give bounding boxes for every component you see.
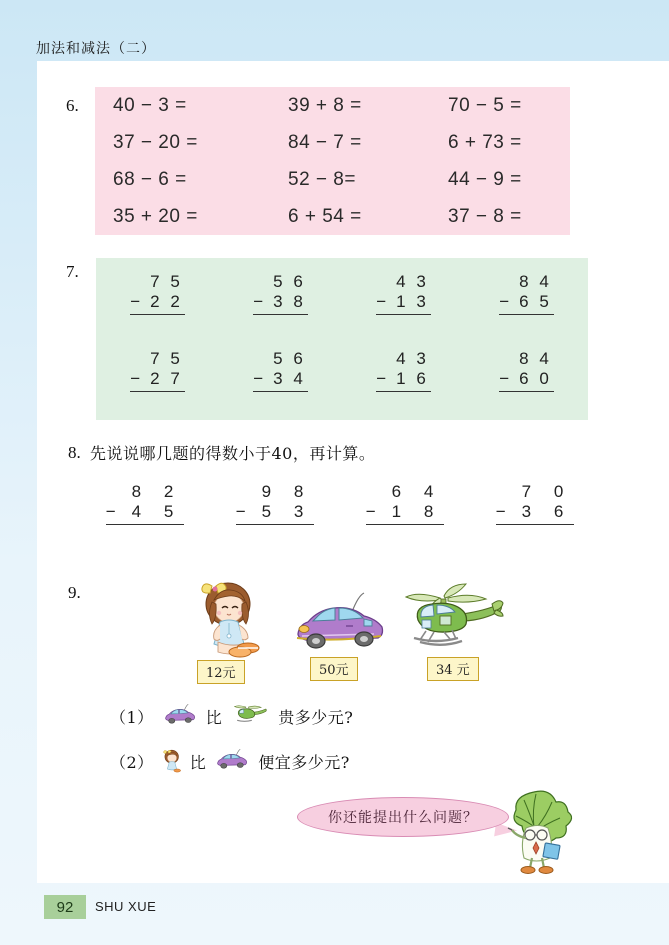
minuend: 7 5 xyxy=(150,272,183,291)
exercise-6-problem: 39 + 8 = xyxy=(288,94,362,116)
minus-operator: − xyxy=(130,369,144,388)
minus-operator: − xyxy=(495,502,515,521)
subtrahend-line xyxy=(366,502,445,525)
exercise-6-problem: 35 + 20 = xyxy=(113,205,198,227)
vertical-calculation xyxy=(236,482,315,525)
exercise-6-problem: 44 − 9 = xyxy=(448,168,522,190)
subtrahend: 3 8 xyxy=(273,292,306,311)
vertical-calculation xyxy=(130,272,185,315)
minus-operator: − xyxy=(253,292,267,311)
vertical-calculation xyxy=(130,349,185,392)
subtrahend: 6 5 xyxy=(519,292,552,311)
minuend: 7 0 xyxy=(521,482,573,501)
exercise-6-problem: 6 + 54 = xyxy=(288,205,362,227)
vertical-calculation xyxy=(366,482,445,525)
question-2-text: 便宜多少元? xyxy=(258,752,350,772)
minus-operator: − xyxy=(105,502,125,521)
minuend: 8 4 xyxy=(519,349,552,368)
minuend: 8 2 xyxy=(131,482,183,501)
exercise-7-slot xyxy=(342,349,465,392)
subtrahend: 1 6 xyxy=(396,369,429,388)
footer-label: SHU XUE xyxy=(95,899,157,914)
exercise-7-slot xyxy=(96,349,219,392)
subtrahend-line xyxy=(376,369,431,392)
exercise-6-problem: 84 − 7 = xyxy=(288,131,362,153)
exercise-6-problem: 37 − 20 = xyxy=(113,131,198,153)
question-1-label: （1） xyxy=(110,707,154,727)
subtrahend: 5 3 xyxy=(261,502,313,521)
minus-operator: − xyxy=(235,502,255,521)
exercise-8-number: 8. xyxy=(68,443,81,462)
speech-bubble xyxy=(297,797,509,837)
subtrahend: 2 2 xyxy=(150,292,183,311)
minuend: 6 4 xyxy=(391,482,443,501)
exercise-8-problems xyxy=(80,482,600,532)
price-tag-car: 50元 xyxy=(310,657,358,681)
exercise-9-question-1 xyxy=(110,703,353,729)
exercise-8-row xyxy=(80,482,600,525)
exercise-9-number: 9. xyxy=(68,583,81,602)
subtrahend: 1 8 xyxy=(391,502,443,521)
subtrahend: 3 4 xyxy=(273,369,306,388)
minus-operator: − xyxy=(253,369,267,388)
price-tag-doll: 12元 xyxy=(197,660,245,684)
page-number-badge: 92 xyxy=(44,895,86,919)
minuend: 5 6 xyxy=(273,272,306,291)
exercise-6-number: 6. xyxy=(66,96,79,115)
minus-operator: − xyxy=(499,292,513,311)
toy-car-illustration xyxy=(290,592,390,662)
vertical-calculation xyxy=(499,349,554,392)
minuend: 4 3 xyxy=(396,349,429,368)
cabbage-character-icon xyxy=(500,788,572,880)
exercise-6-problem: 52 − 8= xyxy=(288,168,356,190)
subtrahend-line xyxy=(499,292,554,315)
subtrahend-line xyxy=(236,502,315,525)
question-2-label: （2） xyxy=(110,752,154,772)
subtrahend-line xyxy=(130,369,185,392)
exercise-7-slot xyxy=(96,272,219,315)
subtrahend-line xyxy=(376,292,431,315)
question-2-comparator: 比 xyxy=(189,752,207,772)
exercise-7-slot xyxy=(342,272,465,315)
minuend: 5 6 xyxy=(273,349,306,368)
subtrahend-line xyxy=(253,369,308,392)
exercise-8-slot xyxy=(340,482,470,525)
car-icon xyxy=(290,592,390,662)
subtrahend: 2 7 xyxy=(150,369,183,388)
toy-doll-illustration xyxy=(190,578,268,658)
price-tag-helicopter: 34 元 xyxy=(427,657,479,681)
subtrahend-line xyxy=(496,502,575,525)
minuend: 8 4 xyxy=(519,272,552,291)
vertical-calculation xyxy=(496,482,575,525)
exercise-6-grid xyxy=(95,87,570,235)
subtrahend: 3 6 xyxy=(521,502,573,521)
subtrahend-line xyxy=(130,292,185,315)
minuend: 4 3 xyxy=(396,272,429,291)
exercise-9-question-2 xyxy=(110,748,350,774)
vertical-calculation xyxy=(253,349,308,392)
exercise-7-slot xyxy=(465,272,588,315)
exercise-8-instruction: 先说说哪几题的得数小于40，再计算。 xyxy=(90,444,376,463)
exercise-6-problem: 37 − 8 = xyxy=(448,205,522,227)
vertical-calculation xyxy=(376,272,431,315)
subtrahend: 4 5 xyxy=(131,502,183,521)
car-icon-inline-q1 xyxy=(160,704,200,728)
cabbage-mascot-illustration xyxy=(500,788,572,880)
exercise-6-problem: 70 − 5 = xyxy=(448,94,522,116)
subtrahend-line xyxy=(499,369,554,392)
exercise-6-problem: 6 + 73 = xyxy=(448,131,522,153)
minus-operator: − xyxy=(130,292,144,311)
exercise-7-row-2 xyxy=(96,349,588,392)
subtrahend: 1 3 xyxy=(396,292,429,311)
helicopter-icon-inline-q1 xyxy=(228,703,272,729)
vertical-calculation xyxy=(499,272,554,315)
minus-operator: − xyxy=(365,502,385,521)
doll-icon xyxy=(190,578,268,658)
minus-operator: − xyxy=(376,369,390,388)
exercise-7-number: 7. xyxy=(66,262,79,281)
vertical-calculation xyxy=(253,272,308,315)
helicopter-icon xyxy=(400,586,505,664)
exercise-7-panel xyxy=(96,258,588,420)
exercise-6-problem: 68 − 6 = xyxy=(113,168,187,190)
exercise-8-slot xyxy=(210,482,340,525)
exercise-6-problem: 40 − 3 = xyxy=(113,94,187,116)
speech-bubble-text: 你还能提出什么问题？ xyxy=(328,810,478,826)
minus-operator: − xyxy=(376,292,390,311)
toy-helicopter-illustration xyxy=(400,586,505,664)
question-1-comparator: 比 xyxy=(205,707,223,727)
vertical-calculation xyxy=(376,349,431,392)
exercise-8-slot xyxy=(470,482,600,525)
exercise-7-slot xyxy=(219,349,342,392)
subtrahend-line xyxy=(106,502,185,525)
car-icon-inline-q2 xyxy=(212,749,252,773)
minuend: 7 5 xyxy=(150,349,183,368)
minuend: 9 8 xyxy=(261,482,313,501)
subtrahend: 6 0 xyxy=(519,369,552,388)
subtrahend-line xyxy=(253,292,308,315)
vertical-calculation xyxy=(106,482,185,525)
question-1-text: 贵多少元? xyxy=(278,707,354,727)
doll-icon-inline-q2 xyxy=(160,748,184,774)
exercise-6-panel xyxy=(95,87,570,235)
exercise-7-row-1 xyxy=(96,272,588,315)
page-header-title: 加法和减法（二） xyxy=(36,41,156,57)
exercise-8-slot xyxy=(80,482,210,525)
minus-operator: − xyxy=(499,369,513,388)
exercise-7-slot xyxy=(219,272,342,315)
exercise-7-slot xyxy=(465,349,588,392)
